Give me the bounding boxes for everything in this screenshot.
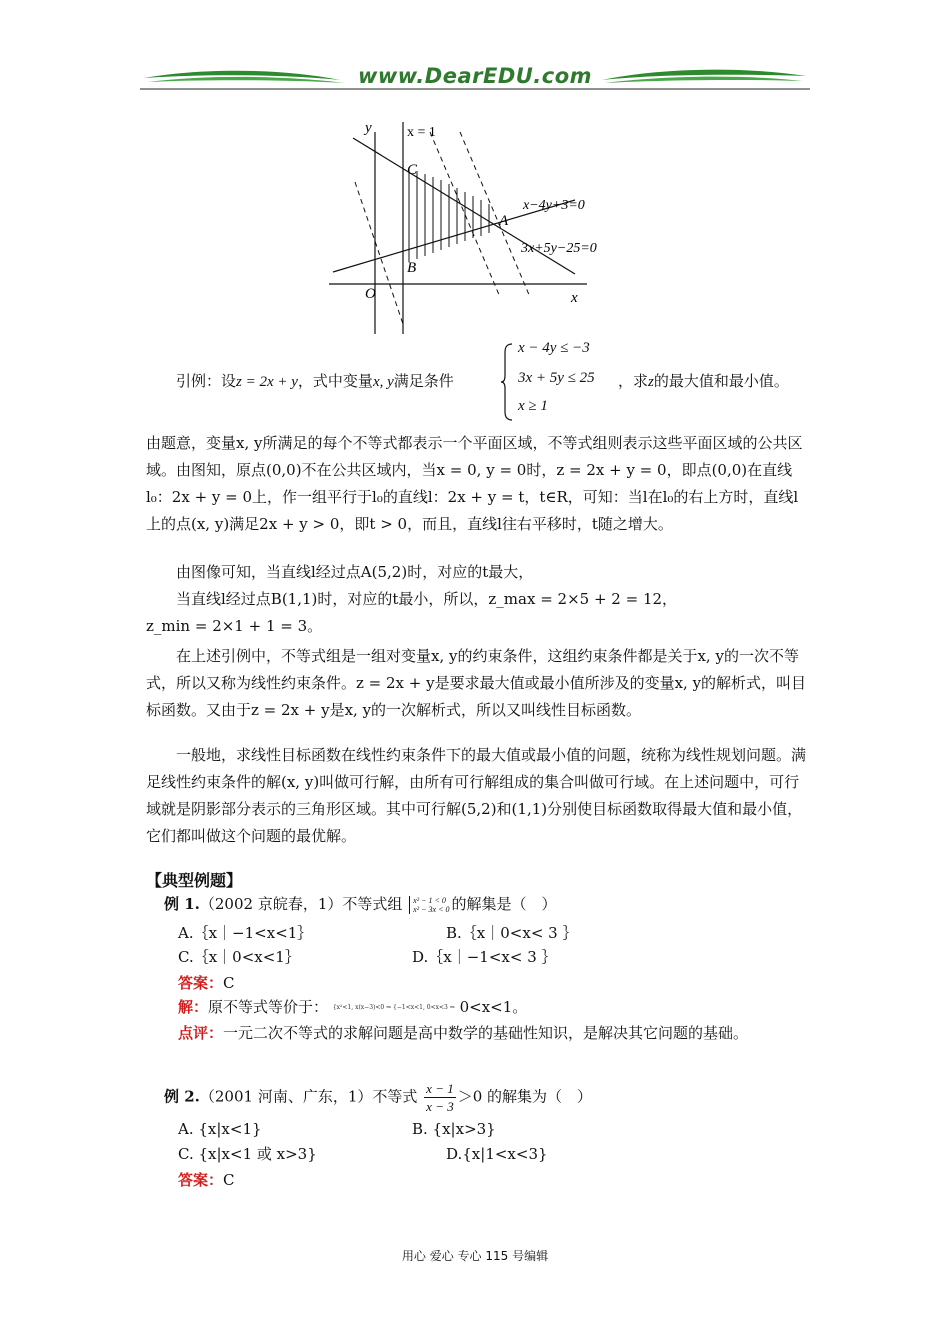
intro-suffix-1: ，求 [618,372,649,390]
graph-label-x: x [571,290,578,306]
brace-icon [500,342,514,422]
ex1-question [164,893,556,915]
ex1-source: （2002 京皖春，1）不等式组 [199,895,403,913]
ex1-option-b: B.｛x｜0<x< 3 ｝ [446,924,578,942]
graph-label-a: A [499,213,509,229]
ex1-comment-text: 一元二次不等式的求解问题是高中数学的基础性知识，是解决其它问题的基础。 [223,1024,749,1042]
ex1-solution-text: 原不等式等价于： [208,998,329,1016]
ex1-system [409,896,449,914]
graph-label-c: C [407,162,418,178]
ex1-sys-1: x² − 1 < 0 [413,896,446,905]
graph-label-line-2: 3x+5y−25=0 [521,241,597,256]
ex2-option-c: C. {x|x<1 或 x>3} [178,1145,317,1163]
intro-cond-1: x − 4y ≤ −3 [518,340,590,356]
intro-cond-word: 满足条件 [393,372,454,390]
paragraph-linear-programming: 一般地，求线性目标函数在线性约束条件下的最大值或最小值的问题，统称为线性规划问题。满足线性约束条件的解(x, y)叫做可行解，由所有可行解组成的集合叫做可行域。在上述问题中，可行域就是阴影部分表示的三角形区域。其中可行解(5,2)和(1,1)分别使目标函数取得最大值和最小值，它们都叫做这个问题的最优解。 [146,746,807,845]
ex1-comment [178,1022,748,1044]
ex1-answer [178,972,235,994]
feasible-region-graph [325,112,625,342]
intro-middle: ，式中变量 [297,372,373,390]
graph-label-y: y [365,120,372,136]
ex1-solution-result: 0<x<1。 [459,998,528,1016]
paragraph-analysis: 由题意，变量x, y所满足的每个不等式都表示一个平面区域，不等式组则表示这些平面区域的公共区域。由图知，原点(0,0)不在公共区域内，当x = 0, y = 0时，z = 2x + y = 0，即点(0,0)在直线l₀：2x + y = 0上，作一组平行于l₀的直线l：2x + y = t，t∈R，可知：当l在l₀的右上方时，直线l上的点(x, y)满足2x + y > 0，即t > 0，而且，直线l往右平移时，t随之增大。 [146,434,803,533]
page-footer: 用心 爱心 专心 115 号编辑 [401,1249,549,1263]
graph-label-x-equals-1: x = 1 [407,125,436,140]
ex2-numerator: x − 1 [426,1081,454,1096]
intro-prefix: 引例：设 [176,372,237,390]
graph-label-b: B [407,260,417,276]
ex2-answer [178,1169,235,1191]
ex2-option-a: A. {x|x<1} [178,1120,262,1138]
paragraph-min: 当直线l经过点B(1,1)时，对应的t最小，所以，z_max = 2×5 + 2 = 12， [176,590,678,608]
intro-cond-3: x ≥ 1 [518,398,548,414]
ex2-label: 例 2. [164,1087,200,1106]
section-title: 【典型例题】 [146,871,243,890]
ex1-label: 例 1. [164,895,200,913]
paragraph-definitions: 在上述引例中，不等式组是一组对变量x, y的约束条件，这组约束条件都是关于x, y的一次不等式，所以又称为线性约束条件。z = 2x + y是要求最大值或最小值所涉及的变量x, y的解析式，叫目标函数。又由于z = 2x + y是x, y的一次解析式，所以又叫线性目标函数。 [146,647,807,719]
graph-label-o: O [365,286,376,302]
ex1-sys-2: x² − 3x < 0 [413,905,450,914]
intro-example [176,340,816,426]
ex1-solution [178,996,527,1019]
graph-label-line-1: x−4y+3=0 [523,198,585,213]
paragraph-zmin: z_min = 2×1 + 1 = 3。 [146,617,323,635]
intro-vars: x, y [372,374,394,390]
intro-z-def: z = 2x + y [236,374,298,390]
ex2-answer-label: 答案： [178,1171,224,1189]
ex1-question-text: 的解集是（ ） [451,895,557,913]
ex2-answer-value: C [223,1171,235,1189]
intro-suffix-2: 的最大值和最小值。 [653,372,789,390]
ex2-denominator: x − 3 [426,1099,454,1114]
ex1-solution-tiny: {x²<1, x(x−3)<0 ⇒ {−1<x<1, 0<x<3 ⇒ [332,1004,455,1011]
ex2-option-d: D.{x|1<x<3} [446,1145,548,1163]
ex1-comment-label: 点评： [178,1024,224,1042]
paragraph-max: 由图像可知，当直线l经过点A(5,2)时，对应的t最大， [176,563,534,581]
ex1-option-c: C.｛x｜0<x<1｝ [178,948,300,966]
ex1-option-d: D.｛x｜−1<x< 3 ｝ [412,948,557,966]
ex2-question-text: ＞0 的解集为（ ） [457,1087,593,1106]
ex2-question [164,1080,592,1115]
header-banner [140,62,810,96]
ex1-solution-label: 解： [178,998,209,1016]
ex2-option-b: B. {x|x>3} [412,1120,496,1138]
intro-z: z [648,374,654,390]
site-logo-text: www.DearEDU.com [357,64,593,88]
ex2-fraction [424,1080,456,1115]
ex1-option-a: A.｛x｜−1<x<1｝ [178,924,313,942]
intro-cond-2: 3x + 5y ≤ 25 [518,370,595,386]
ex2-source: （2001 河南、广东，1）不等式 [199,1087,418,1106]
ex1-answer-label: 答案： [178,974,224,992]
ex1-answer-value: C [223,974,235,992]
